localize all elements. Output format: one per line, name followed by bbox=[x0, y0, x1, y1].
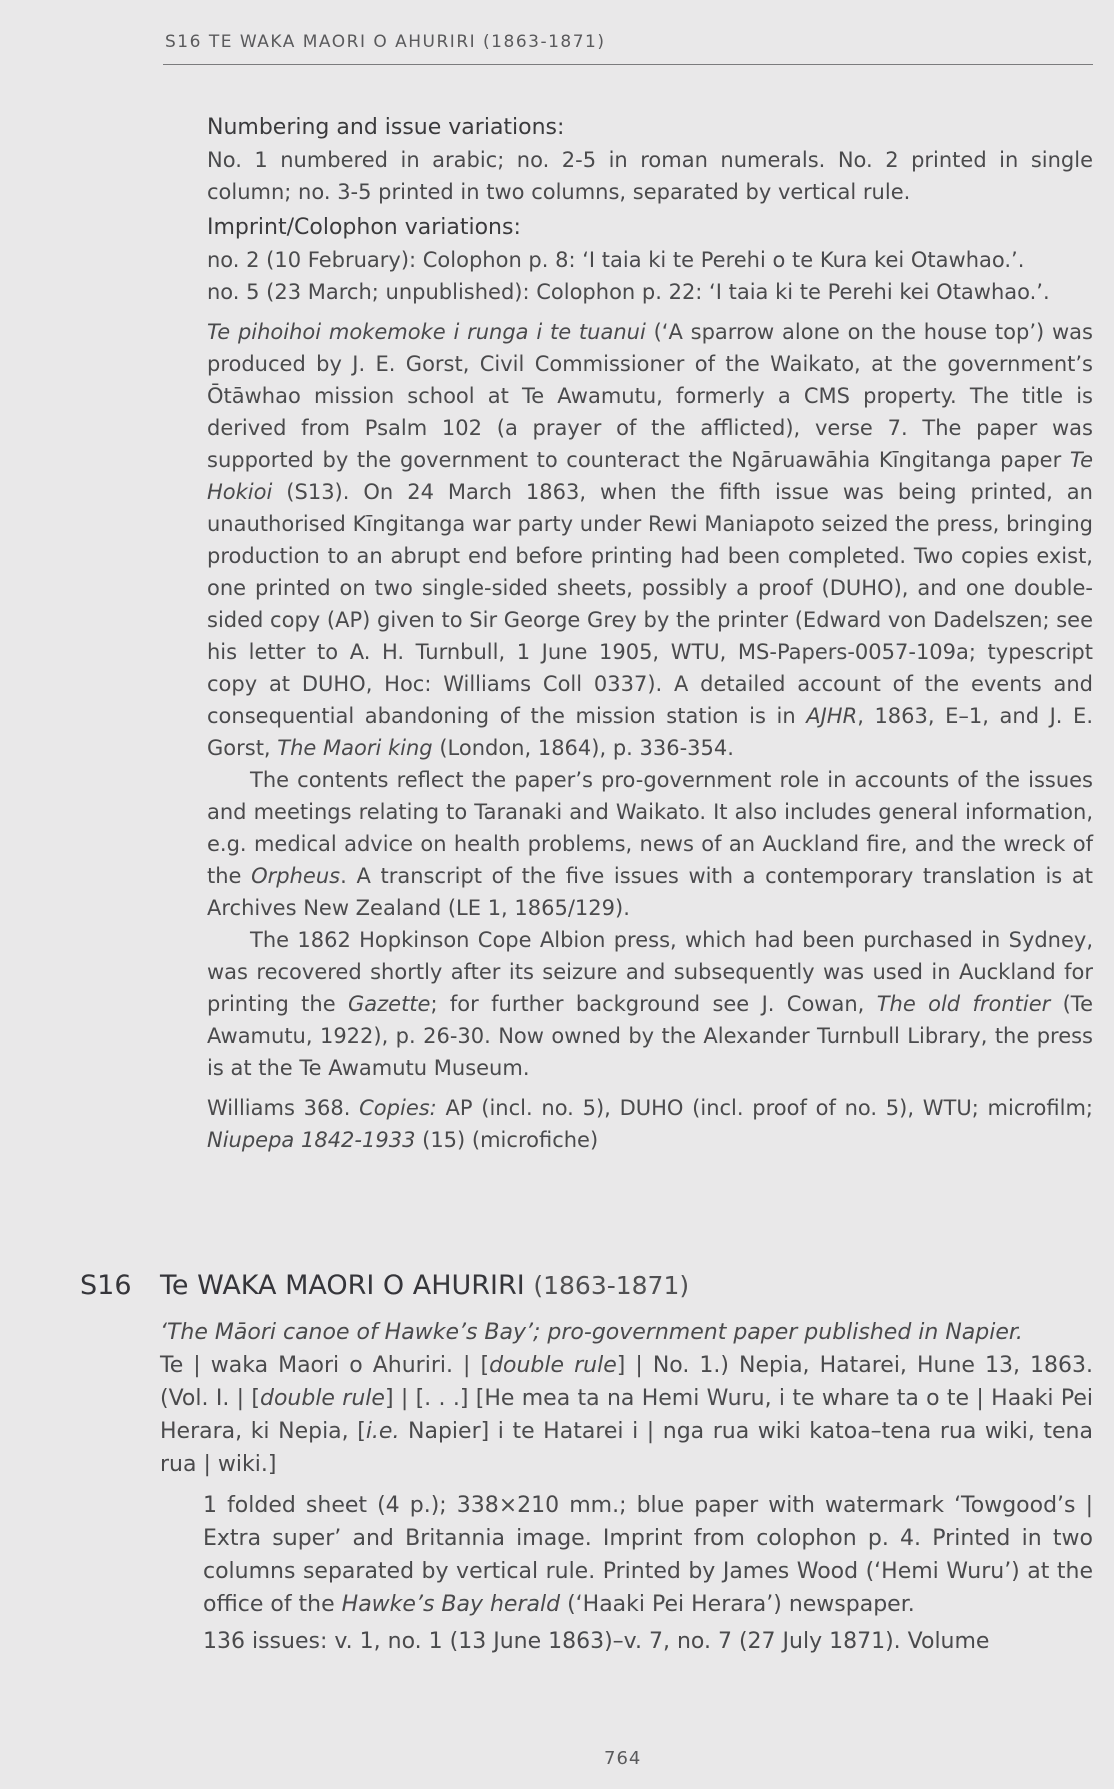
text-run: (S13). On 24 March 1863, when the fifth issue was being printed, an unauthorised Kīngitanga war party under Rewi Maniapoto seized the press, bringing production to an abrupt end before printing had been completed. Two copies exist, one printed on two single-sided sheets, possibly a proof (DUHO), and one double-sided copy (AP) given to Sir George Grey by the printer (Edward von Dadelszen; see his letter to A. H. Turnbull, 1 June 1905, WTU, MS-Papers-0057-109a; typescript copy at DUHO, Hoc: Williams Coll 0337). A detailed account of the events and consequential abandoning of the mission station is in bbox=[207, 480, 1093, 728]
text-run: (London, 1864), p. 336-354. bbox=[432, 736, 734, 760]
italic-text: Copies: bbox=[359, 1096, 437, 1120]
text-run: Williams 368. bbox=[207, 1096, 360, 1120]
italic-text: Te pihoihoi mokemoke i runga i te tuanui bbox=[207, 320, 646, 344]
entry-title bbox=[160, 1270, 689, 1301]
entry-years: (1863-1871) bbox=[533, 1271, 690, 1300]
running-head: S16 TE WAKA MAORI O AHURIRI (1863-1871) bbox=[165, 32, 606, 52]
entry-body bbox=[160, 1316, 1093, 1658]
page-number: 764 bbox=[604, 1748, 642, 1769]
italic-text: The old frontier bbox=[876, 992, 1051, 1016]
header-rule bbox=[163, 64, 1093, 65]
italic-text: Niupepa 1842-1933 bbox=[207, 1128, 416, 1152]
issues-line: 136 issues: v. 1, no. 1 (13 June 1863)–v. 7, no. 7 (27 July 1871). Volume bbox=[203, 1629, 990, 1654]
imprint-text-2: no. 5 (23 March; unpublished): Colophon p. 22: ‘I taia ki te Perehi kei Otawhao.’. bbox=[207, 280, 1050, 304]
numbering-heading: Numbering and issue variations: bbox=[207, 115, 565, 140]
italic-text: Orpheus bbox=[251, 864, 341, 888]
text-run: (‘A sparrow alone on the house top’) was produced by J. E. Gorst, Civil Commissioner of the Waikato, at the government’s Ōtāwhao mission school at Te Awamutu, formerly a CMS property. The title is derived from Psalm 102 (a prayer of the afflicted), verse 7. The paper was supported by the government to counteract the Ngāruawāhia Kīngitanga paper bbox=[207, 320, 1093, 472]
text-run: 1 folded sheet (4 p.); 338×210 mm.; blue paper with watermark ‘Towgood’s | Extra super’ and Britannia image. Imprint from colophon p. 4. Printed in two columns separated by vertical rule. Printed by James Wood (‘Hemi Wuru’) at the office of the bbox=[203, 1493, 1093, 1617]
history-paragraph-3 bbox=[207, 924, 1093, 1084]
italic-text: Gazette bbox=[347, 992, 431, 1016]
entry-subtitle: ‘The Māori canoe of Hawke’s Bay’; pro-government paper published in Napier. bbox=[160, 1320, 1023, 1345]
copies-line bbox=[207, 1092, 1093, 1156]
italic-text: The Maori king bbox=[277, 736, 433, 760]
text-run: The contents reflect the paper’s pro-government role in accounts of the issues and meetings relating to Taranaki and Waikato. It also includes general information, e.g. medical advice on health problems, news of an Auckland fire, and the wreck of the bbox=[207, 768, 1093, 888]
imprint-heading: Imprint/Colophon variations: bbox=[207, 215, 521, 240]
entry-title-text: Te WAKA MAORI O AHURIRI bbox=[160, 1270, 525, 1301]
previous-entry-notes bbox=[207, 112, 1093, 1156]
text-run: , 1863, E–1, and J. E. Gorst, bbox=[207, 704, 1093, 760]
italic-text: double rule bbox=[489, 1353, 617, 1378]
italic-text: Te Hokioi bbox=[207, 448, 1093, 504]
entry-number: S16 bbox=[80, 1270, 132, 1301]
numbering-text: No. 1 numbered in arabic; no. 2-5 in roman numerals. No. 2 printed in single column; no. 3-5 printed in two columns, separated by vertical rule. bbox=[207, 148, 1093, 204]
text-run: AP (incl. no. 5), DUHO (incl. proof of no. 5), WTU; microfilm; bbox=[436, 1096, 1093, 1120]
text-run: ; for further background see J. Cowan, bbox=[430, 992, 877, 1016]
text-run: (15) (microfiche) bbox=[415, 1128, 599, 1152]
text-run: . A transcript of the five issues with a contemporary translation is at Archives New Zealand (LE 1, 1865/129). bbox=[207, 864, 1093, 920]
text-run: The 1862 Hopkinson Cope Albion press, which had been purchased in Sydney, was recovered shortly after its seizure and subsequently was used in Auckland for printing the bbox=[207, 928, 1093, 1016]
physical-description bbox=[203, 1489, 1093, 1621]
italic-text: i.e. bbox=[365, 1419, 400, 1444]
history-paragraph-1 bbox=[207, 316, 1093, 764]
text-run: Napier] i te Hatarei i | nga rua wiki katoa–tena rua wiki, tena rua | wiki.] bbox=[160, 1419, 1093, 1477]
text-run: ] | No. 1.) Nepia, Hatarei, Hune 13, 1863. (Vol. I. | [ bbox=[160, 1353, 1093, 1411]
text-run: Te | waka Maori o Ahuriri. | [ bbox=[160, 1353, 490, 1378]
italic-text: Hawke’s Bay herald bbox=[341, 1592, 561, 1617]
entry-transcription bbox=[160, 1349, 1093, 1481]
italic-text: double rule bbox=[259, 1386, 385, 1411]
history-paragraph-2 bbox=[207, 764, 1093, 924]
italic-text: AJHR bbox=[806, 704, 858, 728]
text-run: (Te Awamutu, 1922), p. 26-30. Now owned by the Alexander Turnbull Library, the press is at the Te Awamutu Museum. bbox=[207, 992, 1093, 1080]
text-run: ] | [. . .] [He mea ta na Hemi Wuru, i te whare ta o te | Haaki Pei Herara, ki Nepia, [ bbox=[160, 1386, 1094, 1444]
imprint-text-1: no. 2 (10 February): Colophon p. 8: ‘I taia ki te Perehi o te Kura kei Otawhao.’. bbox=[207, 248, 1025, 272]
entry-description bbox=[203, 1481, 1093, 1658]
text-run: (‘Haaki Pei Herara’) newspaper. bbox=[560, 1592, 915, 1617]
